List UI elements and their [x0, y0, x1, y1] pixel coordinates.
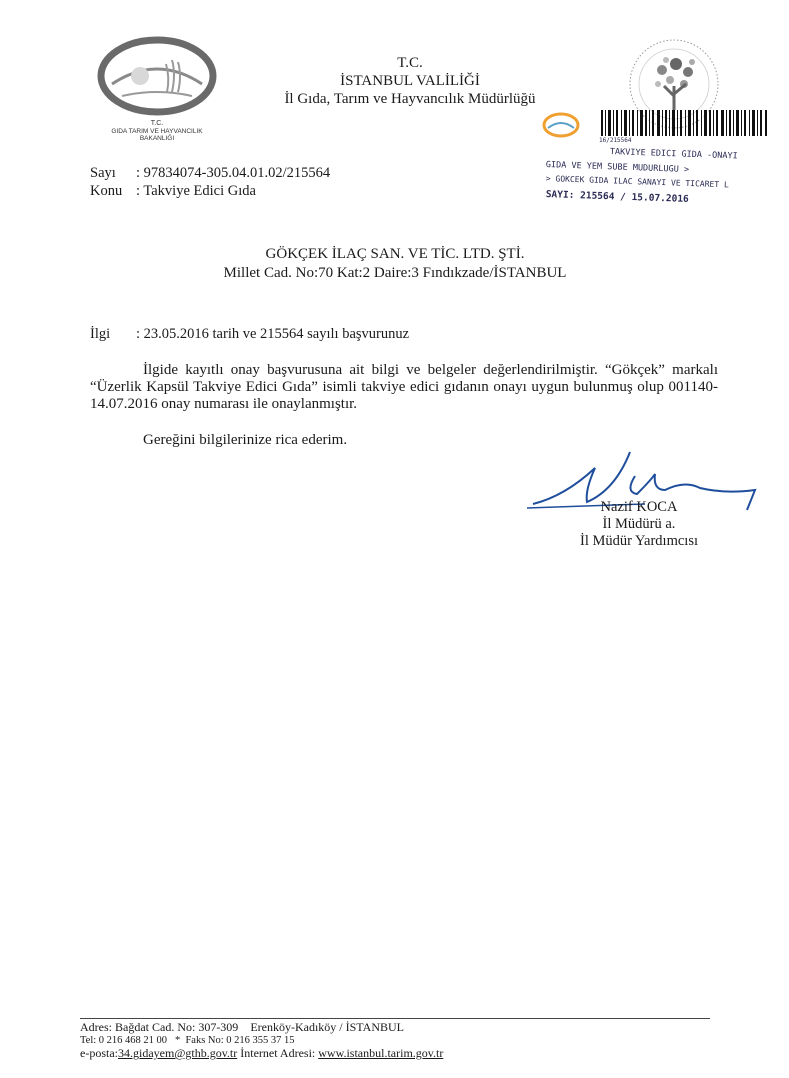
footer-contact-row [80, 1047, 443, 1060]
signer-block [560, 499, 718, 550]
signer-title-1: İl Müdürü a. [602, 516, 676, 532]
footer-fax: Faks No: 0 216 355 37 15 [185, 1035, 295, 1046]
barcode-icon [599, 110, 769, 136]
sayi-value: : 97834074-305.04.01.02/215564 [136, 165, 331, 181]
footer-district: Erenköy-Kadıköy / İSTANBUL [250, 1020, 404, 1034]
footer-email-link[interactable]: 34.gidayem@gthb.gov.tr [118, 1046, 238, 1060]
logo-name-line1: GIDA TARIM VE HAYVANCILIK [111, 128, 203, 135]
signer-title-2: İl Müdür Yardımcısı [579, 533, 699, 549]
sayi-label: Sayı [90, 165, 116, 181]
footer-web-link[interactable]: www.istanbul.tarim.gov.tr [318, 1046, 444, 1060]
ilgi-row [90, 326, 409, 343]
konu-row [90, 182, 330, 200]
konu-label: Konu [90, 183, 123, 199]
stamp-line-4: SAYI: 215564 / 15.07.2016 [545, 189, 689, 205]
recipient-name: GÖKÇEK İLAÇ SAN. VE TİC. LTD. ŞTİ. [265, 246, 525, 262]
footer-tel: Tel: 0 216 468 21 00 [80, 1035, 168, 1046]
footer-separator: * [174, 1035, 181, 1046]
document-registry-stamp [540, 110, 775, 210]
header-tc: T.C. [397, 55, 423, 71]
footer-web-label: İnternet Adresi: [240, 1046, 316, 1060]
recipient-block [180, 245, 610, 283]
letter-reference [90, 164, 330, 200]
sayi-row [90, 164, 330, 182]
body-paragraph: İlgide kayıtlı onay başvurusuna ait bilgi ve belgeler değerlendirilmiştir. “Gökçek” markalı “Üzerlik Kapsül Takviye Edici Gıda” isimli takviye edici gıdanın onayı uygun bulunmuş olup 001140-14.07.2016 onay numarası ile onaylanmıştır. [90, 362, 718, 412]
logo-tc: T.C. [150, 120, 164, 127]
stamp-line-2: GIDA VE YEM SUBE MUDURLUGU > [545, 160, 690, 175]
ilgi-value: : 23.05.2016 tarih ve 215564 sayılı başvurunuz [136, 326, 410, 342]
ilgi-label: İlgi [90, 326, 111, 342]
letter-body [90, 362, 718, 413]
stamp-logo-icon [540, 110, 582, 140]
konu-value: : Takviye Edici Gıda [136, 183, 256, 199]
stamp-line-3: > GOKCEK GIDA ILAC SANAYI VE TICARET L [545, 174, 729, 190]
header-governorship: İSTANBUL VALİLİĞİ [340, 73, 480, 89]
recipient-address: Millet Cad. No:70 Kat:2 Daire:3 Fındıkzade/İSTANBUL [223, 265, 567, 281]
closing-sentence: Gereğini bilgilerinize rica ederim. [143, 432, 348, 448]
signer-name: Nazif KOCA [600, 499, 678, 515]
letterhead [200, 54, 620, 108]
footer-divider [80, 1018, 710, 1019]
stamp-barcode-number: 16/215564 [599, 137, 632, 144]
footer-address: Adres: Bağdat Cad. No: 307-309 [80, 1020, 239, 1034]
stamp-line-1: TAKVIYE EDICI GIDA -ONAYI [609, 147, 738, 162]
footer-address-row [80, 1021, 443, 1034]
header-directorate: İl Gıda, Tarım ve Hayvancılık Müdürlüğü [284, 91, 536, 107]
footer [80, 1021, 443, 1060]
footer-email-label: e-posta: [80, 1046, 118, 1060]
logo-name-line2: BAKANLIĞI [139, 135, 175, 142]
